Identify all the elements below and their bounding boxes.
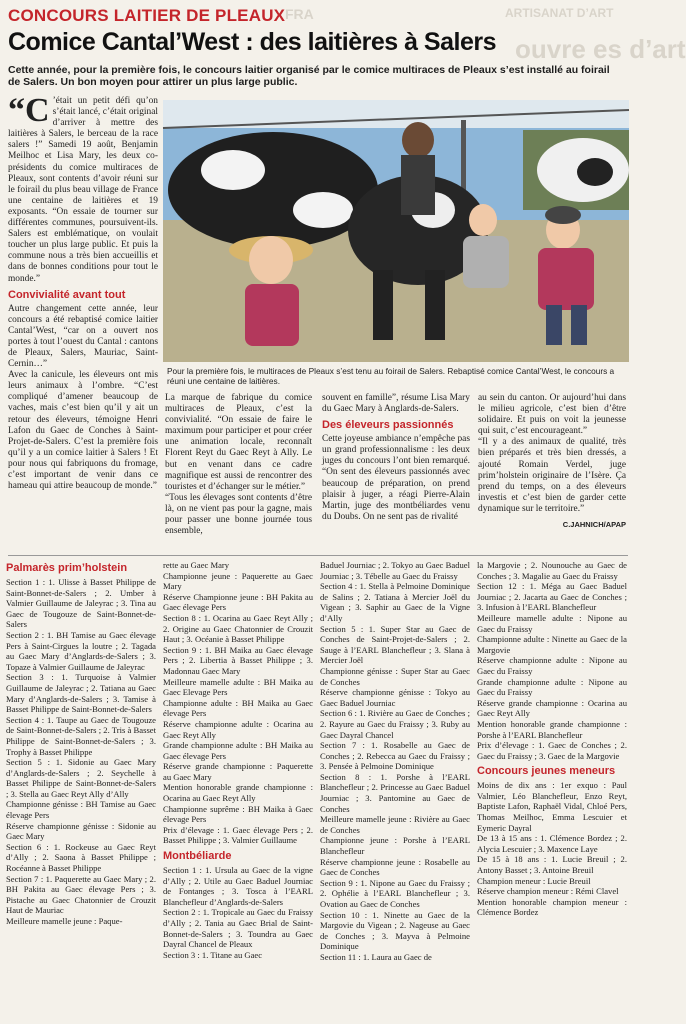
article-photo xyxy=(163,100,629,362)
results-column-2 xyxy=(163,560,313,960)
adjacent-page-text: ARTISANAT D’ART xyxy=(505,6,614,20)
dropcap: “C xyxy=(8,92,50,129)
article-standfirst: Cette année, pour la première fois, le concours laitier organisé par le comice multiraces de Pleaux s’est installé au foirail de Salers. Un bon moyen pour attirer un plus large public. xyxy=(8,64,610,88)
article-paragraph: au sein du canton. Or aujourd’hui dans le milieu agricole, c’est bien d’être solidaire. Et puis on voit la jeunesse qui suit, c’est encourageant.” xyxy=(478,393,626,437)
results-list: Moins de dix ans : 1er exquo : Paul Valmier, Léo Blanchefleur, Enzo Reyt, Baptiste Lafon, Raphaël Vidal, Chloé Pers, Thomas Meilhoc, Emma Lescuier et Eymeric Dayral De 13 à 15 ans : 1. Clémence Bordez ; 2. Alycia Lescuier ; 3. Maxence Laye De 15 à 18 ans : 1. Lucie Breuil ; 2. Antony Basset ; 3. Antoine Breuil Champion meneur : Lucie Breuil Réserve champion meneur : Rémi Clavel Mention honorable champion meneur : Clémence Bordez xyxy=(477,780,627,918)
section-title-young-handlers: Concours jeunes meneurs xyxy=(477,765,616,778)
article-paragraph: “Tous les élevages sont contents d’être là, on ne vient pas pour la gagne, mais pour passer une bonne journée tous ensemble, xyxy=(165,492,312,537)
article-paragraph: La marque de fabrique du comice multiraces de Pleaux, c’est la convivialité. “On essaie de faire le maximum pour participer et pour créer une animation locale, reconnaît Florent Reyt du Gaec Reyt à Ally. Le but en venant dans ce cadre magnifique est aussi de rencontrer des touristes et d’échanger sur le métier.” xyxy=(165,393,312,492)
article-paragraph: souvent en famille”, résume Lisa Mary du Gaec Mary à Anglards-de-Salers. xyxy=(322,393,470,415)
photo-credit: C.JAHNICH/APAP xyxy=(562,520,626,530)
article-paragraph: Autre changement cette année, leur concours a été rebaptisé comice laitier Cantal’West, “car on a ouvert nos portes à tout l’ouest du Cantal : cantons de Pleaux, Salers, Mauriac, Saint-Cernin…” xyxy=(8,303,158,370)
adjacent-page-text: FRA xyxy=(285,6,314,22)
results-list: Section 1 : 1. Ulisse à Basset Philippe de Saint-Bonnet-de-Salers ; 2. Umber à Valmier Guillaume de Jaleyrac ; 3. Tina au Gaec de Tougouze de Saint-Bonnet-de-Salers Section 2 : 1. BH Tamise au Gaec élevage Pers à Saint-Cirgues la loutre ; 2. Tagada au Gaec Mary d’Anglards-de-Salers ; 3. Topaze à Valmier Guillaume de Jaleyrac Section 3 : 1. Turquoise à Valmier Guillaume de Jaleyrac ; 2. Tatiana au Gaec Mary d’Anglards-de-Salers ; 3. Tamise à Basset Philippe de Saint-Bonnet-de-Salers Section 4 : 1. Taupe au Gaec de Tougouze de Saint-Bonnet-de-Salers ; 2. Tris à Basset Philippe de Saint-Bonnet-de-Salers ; 3. Trophy à Basset Philippe Section 5 : 1. Sidonie au Gaec Mary d’Anglards-de-Salers ; 2. Seychelle à Basset Philippe de Saint-Bonnet-de-Salers ; 3. Stella au Gaec Reyt Ally d’Ally Championne génisse : BH Tamise au Gaec élevage Pers Réserve championne génisse : Sidonie au Gaec Mary Section 6 : 1. Rockeuse au Gaec Reyt d’Ally ; 2. Saona à Basset Philippe ; Rocéanne à Basset Philippe Section 7 : 1. Paquerette au Gaec Mary ; 2. BH Pakita au Gaec élevage Pers ; 3. Pistache au Gaec Chatonnier de Crouzit Haut de Mauriac Meilleure mamelle jeune : Paque- xyxy=(6,577,156,926)
results-separator xyxy=(8,555,628,556)
section-title-holstein: Palmarès prim’holstein xyxy=(6,562,128,574)
results-column-1 xyxy=(6,558,156,927)
photo-caption: Pour la première fois, le multiraces de Pleaux s’est tenu au foirail de Salers. Rebaptisé comice Cantal’West, le concours a réuni une centaine de laitières. xyxy=(167,366,615,386)
article-column-3 xyxy=(322,393,470,523)
photo-illustration xyxy=(163,100,629,362)
article-paragraph: Avec la canicule, les éleveurs ont mis leurs animaux à l’ombre. “C’est compliqué d’amener beaucoup de vaches, mais c’est bien qu’il y ait un retour des éleveurs, témoigne Henri Lafon du Gaec de Conches à Saint-Projet-de-Salers. C’est la première fois qu’il y a un comice laitier à Salers ! Et pour nous qui fabriquons du fromage, c’est important de venir dans ce hameau qui attire beaucoup de monde.” xyxy=(8,370,158,492)
results-list: Baduel Journiac ; 2. Tokyo au Gaec Baduel Journiac ; 3. Tébelle au Gaec du Fraissy Section 4 : 1. Stella à Pelmoine Dominique de Salins ; 2. Tatiana à Mercier Joël du Vigean ; 3. Saphir au Gaec de la Vigne d’Ally Section 5 : 1. Super Star au Gaec de Conches de Saint-Projet-de-Salers ; 2. Sauge à l’EARL Blanchefleur ; 3. Slana à Mercier Joël Championne génisse : Super Star au Gaec de Conches Réserve championne génisse : Tokyo au Gaec Baduel Journiac Section 6 : 1. Rivière au Gaec de Conches ; 2. Rayure au Gaec du Fraissy ; 3. Ruby au Gaec Dayral Chancel Section 7 : 1. Rosabelle au Gaec de Conches ; 2. Rebecca au Gaec du Fraissy ; 3. Pensée à Pelmoine Dominique Section 8 : 1. Porshe à l’EARL Blanchefleur ; 2. Princesse au Gaec Baduel Journiac ; 3. Pantomine au Gaec de Conches Meilleure mamelle jeune : Rivière au Gaec de Conches Championne jeune : Porshe à l’EARL Blanchefleur Réserve championne jeune : Rosabelle au Gaec de Conches Section 9 : 1. Nipone au Gaec du Fraissy ; 2. Ophélie à l’EARL Blanchefleur ; 3. Ovation au Gaec de Conches Section 10 : 1. Ninette au Gaec de la Margovie du Vigean ; 2. Nageuse au Gaec de Conches ; 3. Mayva à Pelmoine Dominique Section 11 : 1. Laura au Gaec de xyxy=(320,560,470,962)
results-column-4 xyxy=(477,560,627,918)
section-title-montbeliarde: Montbéliarde xyxy=(163,850,232,863)
section-title-conviviality: Convivialité avant tout xyxy=(8,288,126,301)
article-paragraph: “Il y a des animaux de qualité, très bien préparés et très bien dressés, a ajouté Romain Verdel, juge prim’holstein originaire de l’Isère. Ça prend du temps, on a des éleveurs investis et c’est bien de garder cette dynamique sur le territoire.” xyxy=(478,437,626,514)
section-title-breeders: Des éleveurs passionnés xyxy=(322,419,454,432)
results-list: rette au Gaec Mary Championne jeune : Paquerette au Gaec Mary Réserve Championne jeune : BH Pakita au Gaec élevage Pers Section 8 : 1. Ocarina au Gaec Reyt Ally ; 2. Origine au Gaec Chatonnier de Crouzit Haut ; 3. Océanie à Basset Philippe Section 9 : 1. BH Maika au Gaec élevage Pers ; 2. Libertia à Basset Philippe ; 3. Madonnau Gaec Mary Meilleure mamelle adulte : BH Maika au Gaec Elevage Pers Championne adulte : BH Maika au Gaec élevage Pers Réserve championne adulte : Ocarina au Gaec Reyt Ally Grande championne adulte : BH Maika au Gaec élevage Pers Réserve grande championne : Paquerette au Gaec Mary Mention honorable grande championne : Ocarina au Gaec Reyt Ally Championne suprême : BH Maika à Gaec élevage Pers Prix d’élevage : 1. Gaec élevage Pers ; 2. Basset Philippe ; 3. Valmier Guillaume xyxy=(163,560,313,846)
results-list: Section 1 : 1. Ursula au Gaec de la vigne d’Ally ; 2. Utile au Gaec Baduel Journiac de Fontanges ; 3. Tosca à l’EARL Blanchefleur d’Anglards-de-Salers Section 2 : 1. Tropicale au Gaec du Fraissy d’Ally ; 2. Tania au Gaec Brial de Saint-Bonnet-de-Salers ; 3. Toundra au Gaec Dayral Chancel de Pleaux Section 3 : 1. Titane au Gaec xyxy=(163,865,313,960)
results-column-3 xyxy=(320,560,470,963)
article-column-2 xyxy=(165,393,312,537)
article-column-1 xyxy=(8,92,158,492)
article-paragraph: Cette joyeuse ambiance n’empêche pas un grand professionnalisme : les deux juges du concours l’ont bien remarqué. “On sent des éleveurs passionnés avec beaucoup de préparation, on prend plaisir à juger, a réagi Pierre-Alain Martin, juge des montbéliardes venu du Doubs. On ne sent pas de rivalité xyxy=(322,434,470,522)
article-intro: “C ’était un petit défi qu’on s’était lancé, c’était original d’arriver à mettre des laitières à Salers, le berceau de la race salers !” Samedi 19 août, Benjamin Meilhoc et Lisa Mary, les deux co-présidents du comice multiraces de Pleaux, sont contents d’avoir réuni sur le foirail du plus beau village de France une centaine de laitières et 19 exposants. “On essaie de tourner sur différentes communes, poursuivent-ils. Salers est emblématique, on voulait toucher un plus large public. Et puis la commune nous a très bien accueillis et dans de bonnes conditions pour tout le monde.” xyxy=(8,92,158,284)
results-list: la Margovie ; 2. Nounouche au Gaec de Conches ; 3. Magalie au Gaec du Fraissy Section 12 : 1. Méga au Gaec Baduel Journiac ; 2. Jacarta au Gaec de Conches ; 3. Infusion à l’EARL Blanchefleur Meilleure mamelle adulte : Nipone au Gaec du Fraissy Championne adulte : Ninette au Gaec de la Margovie Réserve championne adulte : Nipone au Gaec du Fraissy Grande championne adulte : Nipone au Gaec du Fraissy Réserve grande championne : Ocarina au Gaec Reyt Ally Mention honorable grande championne : Porshe à l’EARL Blanchefleur Prix d’élevage : 1. Gaec de Conches ; 2. Gaec du Fraissy ; 3. Gaec de la Margovie xyxy=(477,560,627,761)
article-kicker: CONCOURS LAITIER DE PLEAUX xyxy=(8,6,286,25)
article-column-4 xyxy=(478,393,626,530)
article-headline: Comice Cantal’West : des laitières à Salers xyxy=(8,28,496,56)
adjacent-page-text: ouvre es d’art xyxy=(515,34,686,64)
